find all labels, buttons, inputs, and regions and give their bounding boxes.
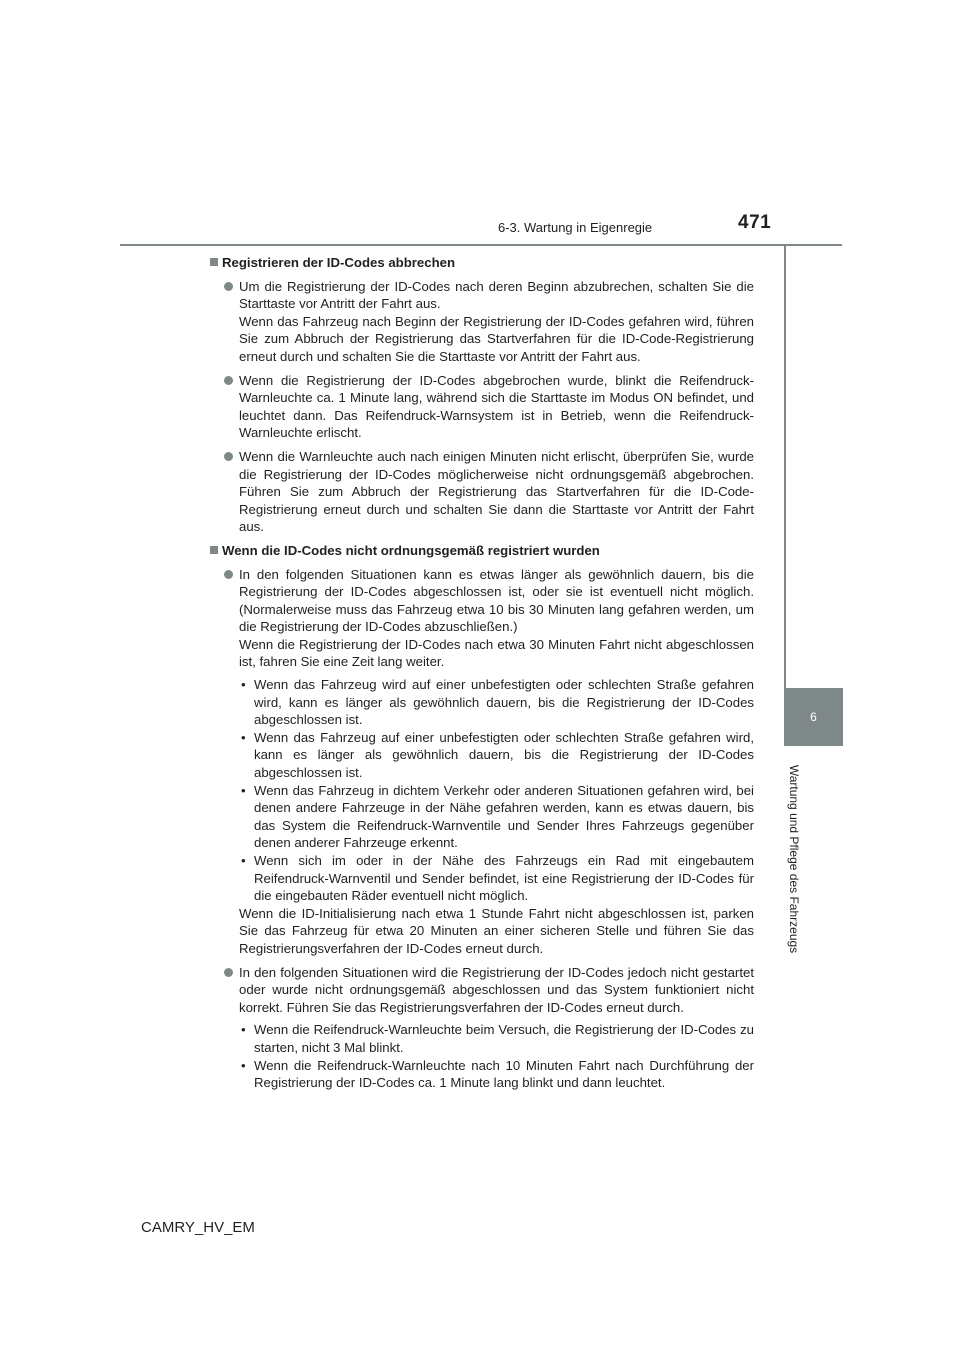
- chapter-number: 6: [810, 710, 817, 724]
- sub-list-item: • Wenn die Reifendruck-Warnleuchte nach 10 Minuten Fahrt nach Durchführung der Registrierung der ID-Codes ca. 1 Minute lang blinkt und dann leuchtet.: [241, 1057, 754, 1091]
- list-item: [224, 372, 754, 442]
- paragraph: In den folgenden Situationen kann es etwas länger als gewöhnlich dauern, bis die Registrierung der ID-Codes abgeschlossen ist, oder sie ist eventuell nicht möglich. (Normalerweise muss das Fahrzeug etwa 10 bis 30 Minuten lang gefahren werden, um die Registrierung der ID-Codes abzuschließen.): [239, 566, 754, 635]
- round-bullet-icon: [224, 968, 233, 977]
- sub-list-item: • Wenn das Fahrzeug auf einer unbefestigten oder schlechten Straße gefahren wird, kann es länger als gewöhnlich dauern, bis die Registrierung der ID-Codes abgeschlossen ist.: [241, 729, 754, 781]
- list-item: [224, 278, 754, 366]
- list-item: [224, 566, 754, 958]
- header-divider: [120, 244, 842, 246]
- sub-list-item: • Wenn das Fahrzeug wird auf einer unbefestigten oder schlechten Straße gefahren wird, kann es länger als gewöhnlich dauern, bis die Registrierung der ID-Codes abgeschlossen ist.: [241, 677, 754, 728]
- sub-list-item: • Wenn sich im oder in der Nähe des Fahrzeugs ein Rad mit eingebautem Reifendruck-Warnventil und Sender befindet, ist eine Registrierung der ID-Codes für die eingebauten Räder eventuell nicht möglich.: [241, 853, 754, 904]
- sub-list: [239, 676, 754, 905]
- section-title: 6-3. Wartung in Eigenregie: [498, 220, 653, 235]
- sub-list-item: • Wenn die Reifendruck-Warnleuchte beim Versuch, die Registrierung der ID-Codes zu starten, nicht 3 Mal blinkt.: [241, 1022, 754, 1055]
- section-cancel-registration: [210, 254, 754, 536]
- paragraph: Wenn die Warnleuchte auch nach einigen Minuten nicht erlischt, überprüfen Sie, wurde die Registrierung der ID-Codes möglicherweise nicht ordnungsgemäß abgebrochen. Führen Sie zum Abbruch der Registrierung das Startverfahren für die ID-Code-Registrierung erneut durch und schalten Sie dann die Starttaste vor Antritt der Fahrt aus.: [239, 448, 754, 535]
- round-bullet-icon: [224, 282, 233, 291]
- section-registration-failed: [210, 542, 754, 1092]
- model-code: CAMRY_HV_EM: [141, 1219, 255, 1236]
- paragraph: Wenn die Registrierung der ID-Codes nach etwa 30 Minuten Fahrt nicht abgeschlossen ist, fahren Sie eine Zeit lang weiter.: [239, 636, 754, 670]
- side-divider: [784, 244, 786, 688]
- section-heading: Wenn die ID-Codes nicht ordnungsgemäß registriert wurden: [210, 542, 754, 560]
- list-item: [224, 964, 754, 1092]
- round-bullet-icon: [224, 452, 233, 461]
- sub-list: [239, 1021, 754, 1091]
- paragraph: Wenn das Fahrzeug nach Beginn der Registrierung der ID-Codes gefahren wird, führen Sie zum Abbruch der Registrierung das Startverfahren für die ID-Code-Registrierung erneut durch und schalten Sie die Starttaste vor Antritt der Fahrt aus.: [239, 313, 754, 364]
- list-item: [224, 448, 754, 536]
- paragraph: Um die Registrierung der ID-Codes nach deren Beginn abzubrechen, schalten Sie die Starttaste vor Antritt der Fahrt aus.: [239, 278, 754, 312]
- sub-list-item: • Wenn das Fahrzeug in dichtem Verkehr oder anderen Situationen gefahren wird, bei denen andere Fahrzeuge in der Nähe gefahren werden, kann es etwas dauern, bis das System die Reifendruck-Warnventile und Sender Ihres Fahrzeugs gegenüber denen anderer Fahrzeuge erkennt.: [241, 782, 754, 851]
- square-bullet-icon: [210, 258, 218, 266]
- page-number: 471: [738, 212, 772, 233]
- paragraph: Wenn die Registrierung der ID-Codes abgebrochen wurde, blinkt die Reifendruck-Warnleuchte ca. 1 Minute lang, während sich die Starttaste im Modus ON befindet, und leuchtet dann. Das Reifendruck-Warnsystem ist in Betrieb, wenn die Reifendruck-Warnleuchte erlischt.: [239, 372, 754, 441]
- chapter-title-vertical: [764, 752, 824, 966]
- chapter-tab: [784, 688, 843, 746]
- section-heading: Registrieren der ID-Codes abbrechen: [210, 254, 754, 272]
- square-bullet-icon: [210, 546, 218, 554]
- page-body: [210, 254, 754, 1098]
- chapter-title: Wartung und Pflege des Fahrzeugs: [787, 764, 801, 954]
- round-bullet-icon: [224, 376, 233, 385]
- paragraph: In den folgenden Situationen wird die Registrierung der ID-Codes jedoch nicht gestartet oder wurde nicht ordnungsgemäß abgeschlossen und das System funktioniert nicht korrekt. Führen Sie das Registrierungsverfahren der ID-Codes erneut durch.: [239, 964, 754, 1015]
- round-bullet-icon: [224, 570, 233, 579]
- paragraph: Wenn die ID-Initialisierung nach etwa 1 Stunde Fahrt nicht abgeschlossen ist, parken Sie das Fahrzeug für etwa 20 Minuten an einer sicheren Stelle und führen Sie das Registrierungsverfahren der ID-Codes erneut durch.: [239, 905, 754, 956]
